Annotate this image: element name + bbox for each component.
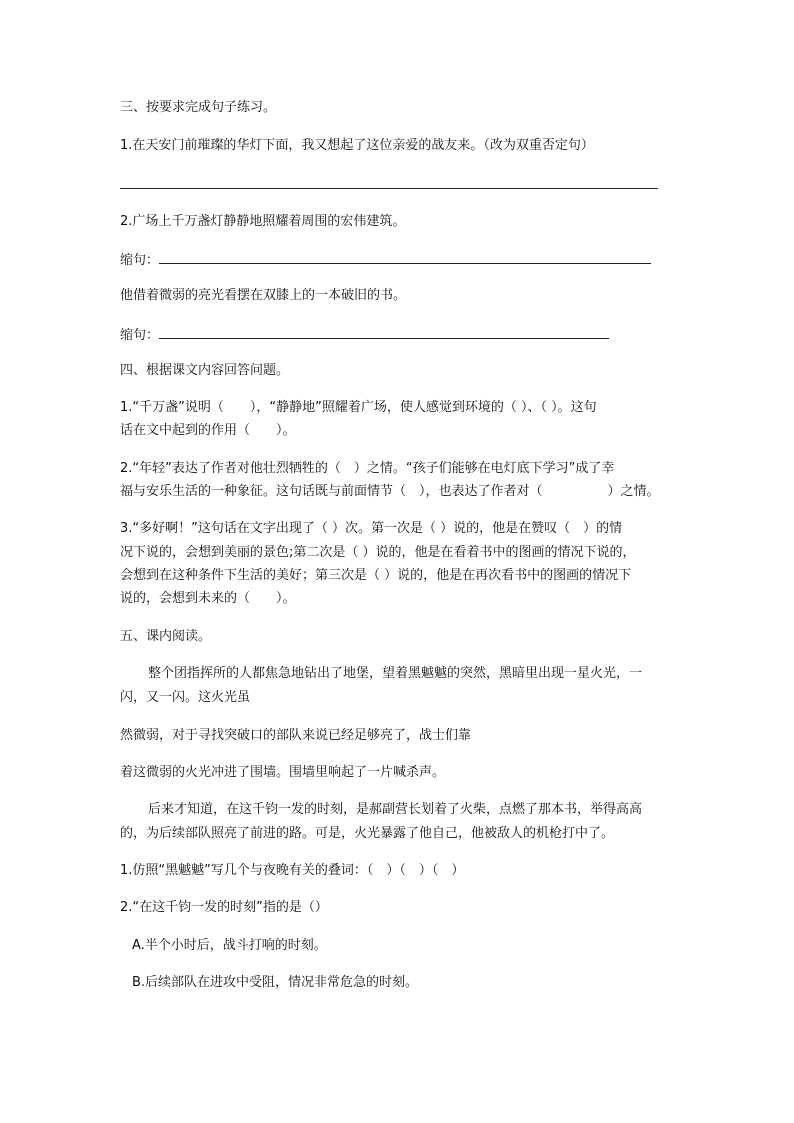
question-4-1-line2: 话在文中起到的作用（ ）。 <box>120 423 296 438</box>
passage-p1-line2: 闪，又一闪。这火光虽 <box>120 690 251 705</box>
question-5-2: 2.“在这千钧一发的时刻”指的是（） <box>120 900 328 915</box>
answer-line <box>159 249 651 264</box>
question-4-3-line3: 会想到在这种条件下生活的美好；第三次是（ ）说的，他是在再次看书中的图画的情况下 <box>120 568 632 583</box>
passage-p1-line4: 着这微弱的火光冲进了围墙。围墙里响起了一片喊杀声。 <box>120 765 446 780</box>
option-a: A.半个小时后，战斗打响的时刻。 <box>132 938 327 953</box>
section3-heading: 三、按要求完成句子练习。 <box>120 100 277 115</box>
section4-heading: 四、根据课文内容回答问题。 <box>120 363 290 378</box>
passage-p2-line2: 的，为后续部队照亮了前进的路。可是，火光暴露了他自己，他被敌人的机枪打中了。 <box>120 826 615 841</box>
shrink-sentence-row-1 <box>120 249 651 271</box>
passage-p1-line1: 整个团指挥所的人都焦急地钻出了地堡，望着黑魆魆的突然，黑暗里出现一星火光，一 <box>148 666 643 681</box>
question-4-3-line1: 3.“多好啊！”这句话在文字出现了（ ）次。第一次是（ ）说的，他是在赞叹（ ）的情 <box>120 521 623 536</box>
passage-p1-line3: 然微弱，对于寻找突破口的部队来说已经足够亮了，战士们靠 <box>120 728 472 743</box>
answer-line <box>159 324 609 339</box>
question-4-1-line1: 1.“千万盏”说明（ ），“静静地”照耀着广场，使人感觉到环境的（ ）、（ ）。这句 <box>120 400 597 415</box>
question-4-2-line1: 2.“年轻”表达了作者对他壮烈牺牲的（ ）之情。“孩子们能够在电灯底下学习”成了幸 <box>120 461 615 476</box>
shrink-label: 缩句： <box>120 253 160 268</box>
option-b: B.后续部队在进攻中受阻，情况非常危急的时刻。 <box>132 975 419 990</box>
sentence-2: 他借着微弱的亮光看摆在双膝上的一本破旧的书。 <box>120 288 407 303</box>
question-4-3-line4: 说的，会想到未来的（ ）。 <box>120 591 296 606</box>
question-5-1: 1.仿照“黑魆魆”写几个与夜晚有关的叠词：（ ）（ ）（ ） <box>120 863 465 878</box>
question-4-3-line2: 况下说的，会想到美丽的景色;第二次是（ ）说的，他是在看着书中的图画的情况下说的， <box>120 545 636 560</box>
shrink-sentence-row-2 <box>120 324 609 346</box>
question-3-1: 1.在天安门前璀璨的华灯下面，我又想起了这位亲爱的战友来。（改为双重否定句） <box>120 138 594 153</box>
question-4-2-line2: 福与安乐生活的一种象征。这句话既与前面情节（ ），也表达了作者对（ ）之情。 <box>120 484 660 499</box>
section5-heading: 五、课内阅读。 <box>120 629 212 644</box>
shrink-label: 缩句： <box>120 328 160 343</box>
answer-line <box>120 188 658 189</box>
passage-p2-line1: 后来才知道，在这千钧一发的时刻，是郝副营长划着了火柴，点燃了那本书，举得高高 <box>148 802 643 817</box>
question-3-2: 2.广场上千万盏灯静静地照耀着周围的宏伟建筑。 <box>120 214 406 229</box>
